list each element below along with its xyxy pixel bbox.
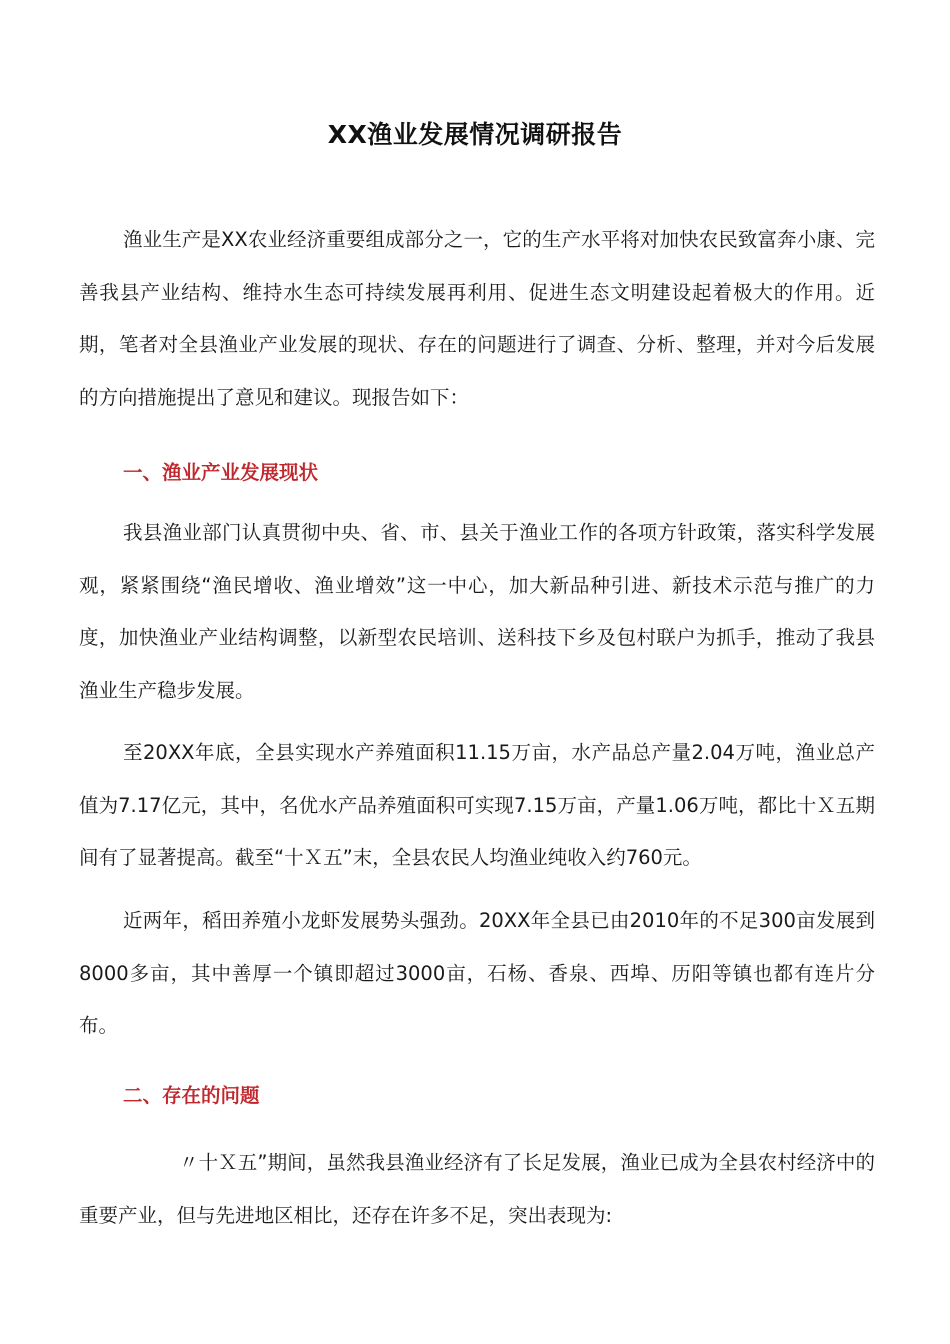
section1-paragraph-2: 至20XX年底，全县实现水产养殖面积11.15万亩，水产品总产量2.04万吨，渔业总产值为7.17亿元，其中，名优水产品养殖面积可实现7.15万亩，产量1.06万吨，都比十Ｘ五期间有了显著提高。截至“十Ｘ五”末，全县农民人均渔业纯收入约760元。 — [79, 741, 875, 869]
section1-paragraph-3: 近两年，稻田养殖小龙虾发展势头强劲。20XX年全县已由2010年的不足300亩发展到8000多亩，其中善厚一个镇即超过3000亩，石杨、香泉、西埠、历阳等镇也都有连片分布。 — [79, 909, 875, 1037]
section-heading-problems: 二、存在的问题 — [123, 1084, 260, 1107]
section2-paragraph-1: 〃十Ｘ五”期间，虽然我县渔业经济有了长足发展，渔业已成为全县农村经济中的重要产业，但与先进地区相比，还存在许多不足，突出表现为: — [79, 1151, 875, 1227]
section-heading-status: 一、渔业产业发展现状 — [123, 461, 319, 484]
document-title: XX渔业发展情况调研报告 — [327, 119, 623, 149]
intro-paragraph: 渔业生产是XX农业经济重要组成部分之一，它的生产水平将对加快农民致富奔小康、完善我县产业结构、维持水生态可持续发展再利用、促进生态文明建设起着极大的作用。近期，笔者对全县渔业产业发展的现状、存在的问题进行了调查、分析、整理，并对今后发展的方向措施提出了意见和建议。现报告如下： — [79, 228, 875, 409]
section1-paragraph-1: 我县渔业部门认真贯彻中央、省、市、县关于渔业工作的各项方针政策，落实科学发展观，紧紧围绕“渔民增收、渔业增效”这一中心，加大新品种引进、新技术示范与推广的力度，加快渔业产业结构调整，以新型农民培训、送科技下乡及包村联户为抓手，推动了我县渔业生产稳步发展。 — [79, 521, 875, 702]
